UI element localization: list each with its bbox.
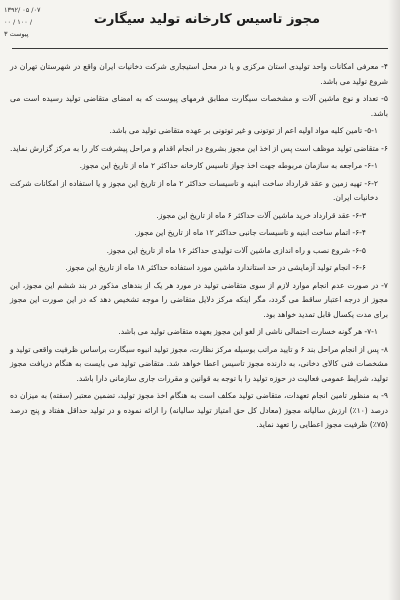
paragraph-7-1: ۷-۱- هر گونه خسارت احتمالی ناشی از لغو این مجوز بعهده متقاضی تولید می باشد. — [118, 327, 378, 336]
paragraph-6: ۶- متقاضی تولید موظف است پس از اخذ این مجوز بشروع در انجام اقدام و مراحل پیشرفت کار را به مرکز گزارش نماید. — [10, 143, 388, 153]
paragraph-6-5: ۶-۵- شروع نصب و راه اندازی ماشین آلات تولیدی حداکثر ۱۶ ماه از تاریخ این مجوز. — [106, 245, 366, 255]
header-divider — [12, 48, 388, 49]
paragraph-5-1: ۵-۱- تامین کلیه مواد اولیه اعم از توتونی و غیر توتونی بر عهده متقاضی تولید می باشد. — [109, 126, 378, 135]
reference-block — [4, 4, 66, 40]
page-title: مجوز تاسیس کارخانه تولید سیگارت — [93, 12, 320, 27]
paragraph-8: ۸- پس از انجام مراحل بند ۶ و تایید مراتب بوسیله مرکز نظارت، مجوز تولید انبوه سیگارت براساس ظرفیت واقعی تولید و مشخصات فنی کالای دخانی، به دارنده مجوز تاسیس اعطا خواهد شد. متقاضی تولید می بایست به هنگام دریافت مجوز تولید، شرایط عمومی فعالیت در حوزه تولید را با توجه به قوانین و مقررات جاری سازمانی دارا باشد. — [10, 344, 388, 383]
document-body — [10, 60, 388, 436]
paragraph-7: ۷- در صورت عدم انجام موارد لازم از سوی متقاضی تولید در مورد هر یک از بندهای مذکور در بند ششم این مجوز، این مجوز از درجه اعتبار ساقط می گردد، مگر اینکه مرکز دلایل متقاضی را موجه تشخیص دهد که در این صورت این مجوز برای مدت یکسال قابل تمدید خواهد بود. — [10, 280, 388, 319]
paragraph-6-4: ۶-۴- اتمام ساخت ابنیه و تاسیسات جانبی حداکثر ۱۲ ماه از تاریخ این مجوز. — [134, 228, 366, 237]
paragraph-9: ۹- به منظور تامین انجام تعهدات، متقاضی تولید مکلف است به هنگام اخذ مجوز تولید، تضمین معتبر (سفته) به میزان ده درصد (۱۰٪) ارزش سالیانه مجوز (معادل کل حق امتیاز تولید سالیانه) را ارائه نموده و در تولید حداقل هفتاد و پنج درصد (۷۵٪) ظرفیت مجوز اعطایی را تعهد نماید. — [10, 391, 388, 429]
paragraph-5: ۵- تعداد و نوع ماشین آلات و مشخصات سیگارت مطابق فرمهای پیوست که به امضای متقاضی تولید رسیده است می باشد. — [10, 94, 388, 118]
paragraph-4: ۴- معرفی امکانات واحد تولیدی استان مرکزی و یا در محل استیجاری شرکت دخانیات ایران واقع در شهرستان تهران در شروع تولید می باشد. — [10, 62, 388, 86]
scan-shadow — [388, 0, 400, 600]
reference-number: ۰۰ / ۱۰۰ / — [4, 18, 33, 26]
reference-date: ۱۳۹۲/ ۰۵ /۰۷ — [4, 6, 41, 14]
reference-attachment: پیوست ۳ — [4, 30, 29, 38]
paragraph-6-6: ۶-۶- انجام تولید آزمایشی در حد استاندارد ماشین مورد استفاده حداکثر ۱۸ ماه از تاریخ این مجوز. — [65, 263, 366, 272]
paragraph-6-2: ۶-۲- تهیه زمین و عقد قرارداد ساخت ابنیه و تاسیسات حداکثر ۲ ماه از تاریخ این مجوز و یا استفاده از امکانات شرکت دخانیات ایران. — [10, 178, 378, 202]
paragraph-6-1: ۶-۱- مراجعه به سازمان مربوطه جهت اخذ جواز تاسیس کارخانه حداکثر ۲ ماه از تاریخ این مجوز. — [79, 161, 378, 170]
paragraph-6-3: ۶-۳- عقد قرارداد خرید ماشین آلات حداکثر ۶ ماه از تاریخ این مجوز. — [156, 210, 366, 220]
